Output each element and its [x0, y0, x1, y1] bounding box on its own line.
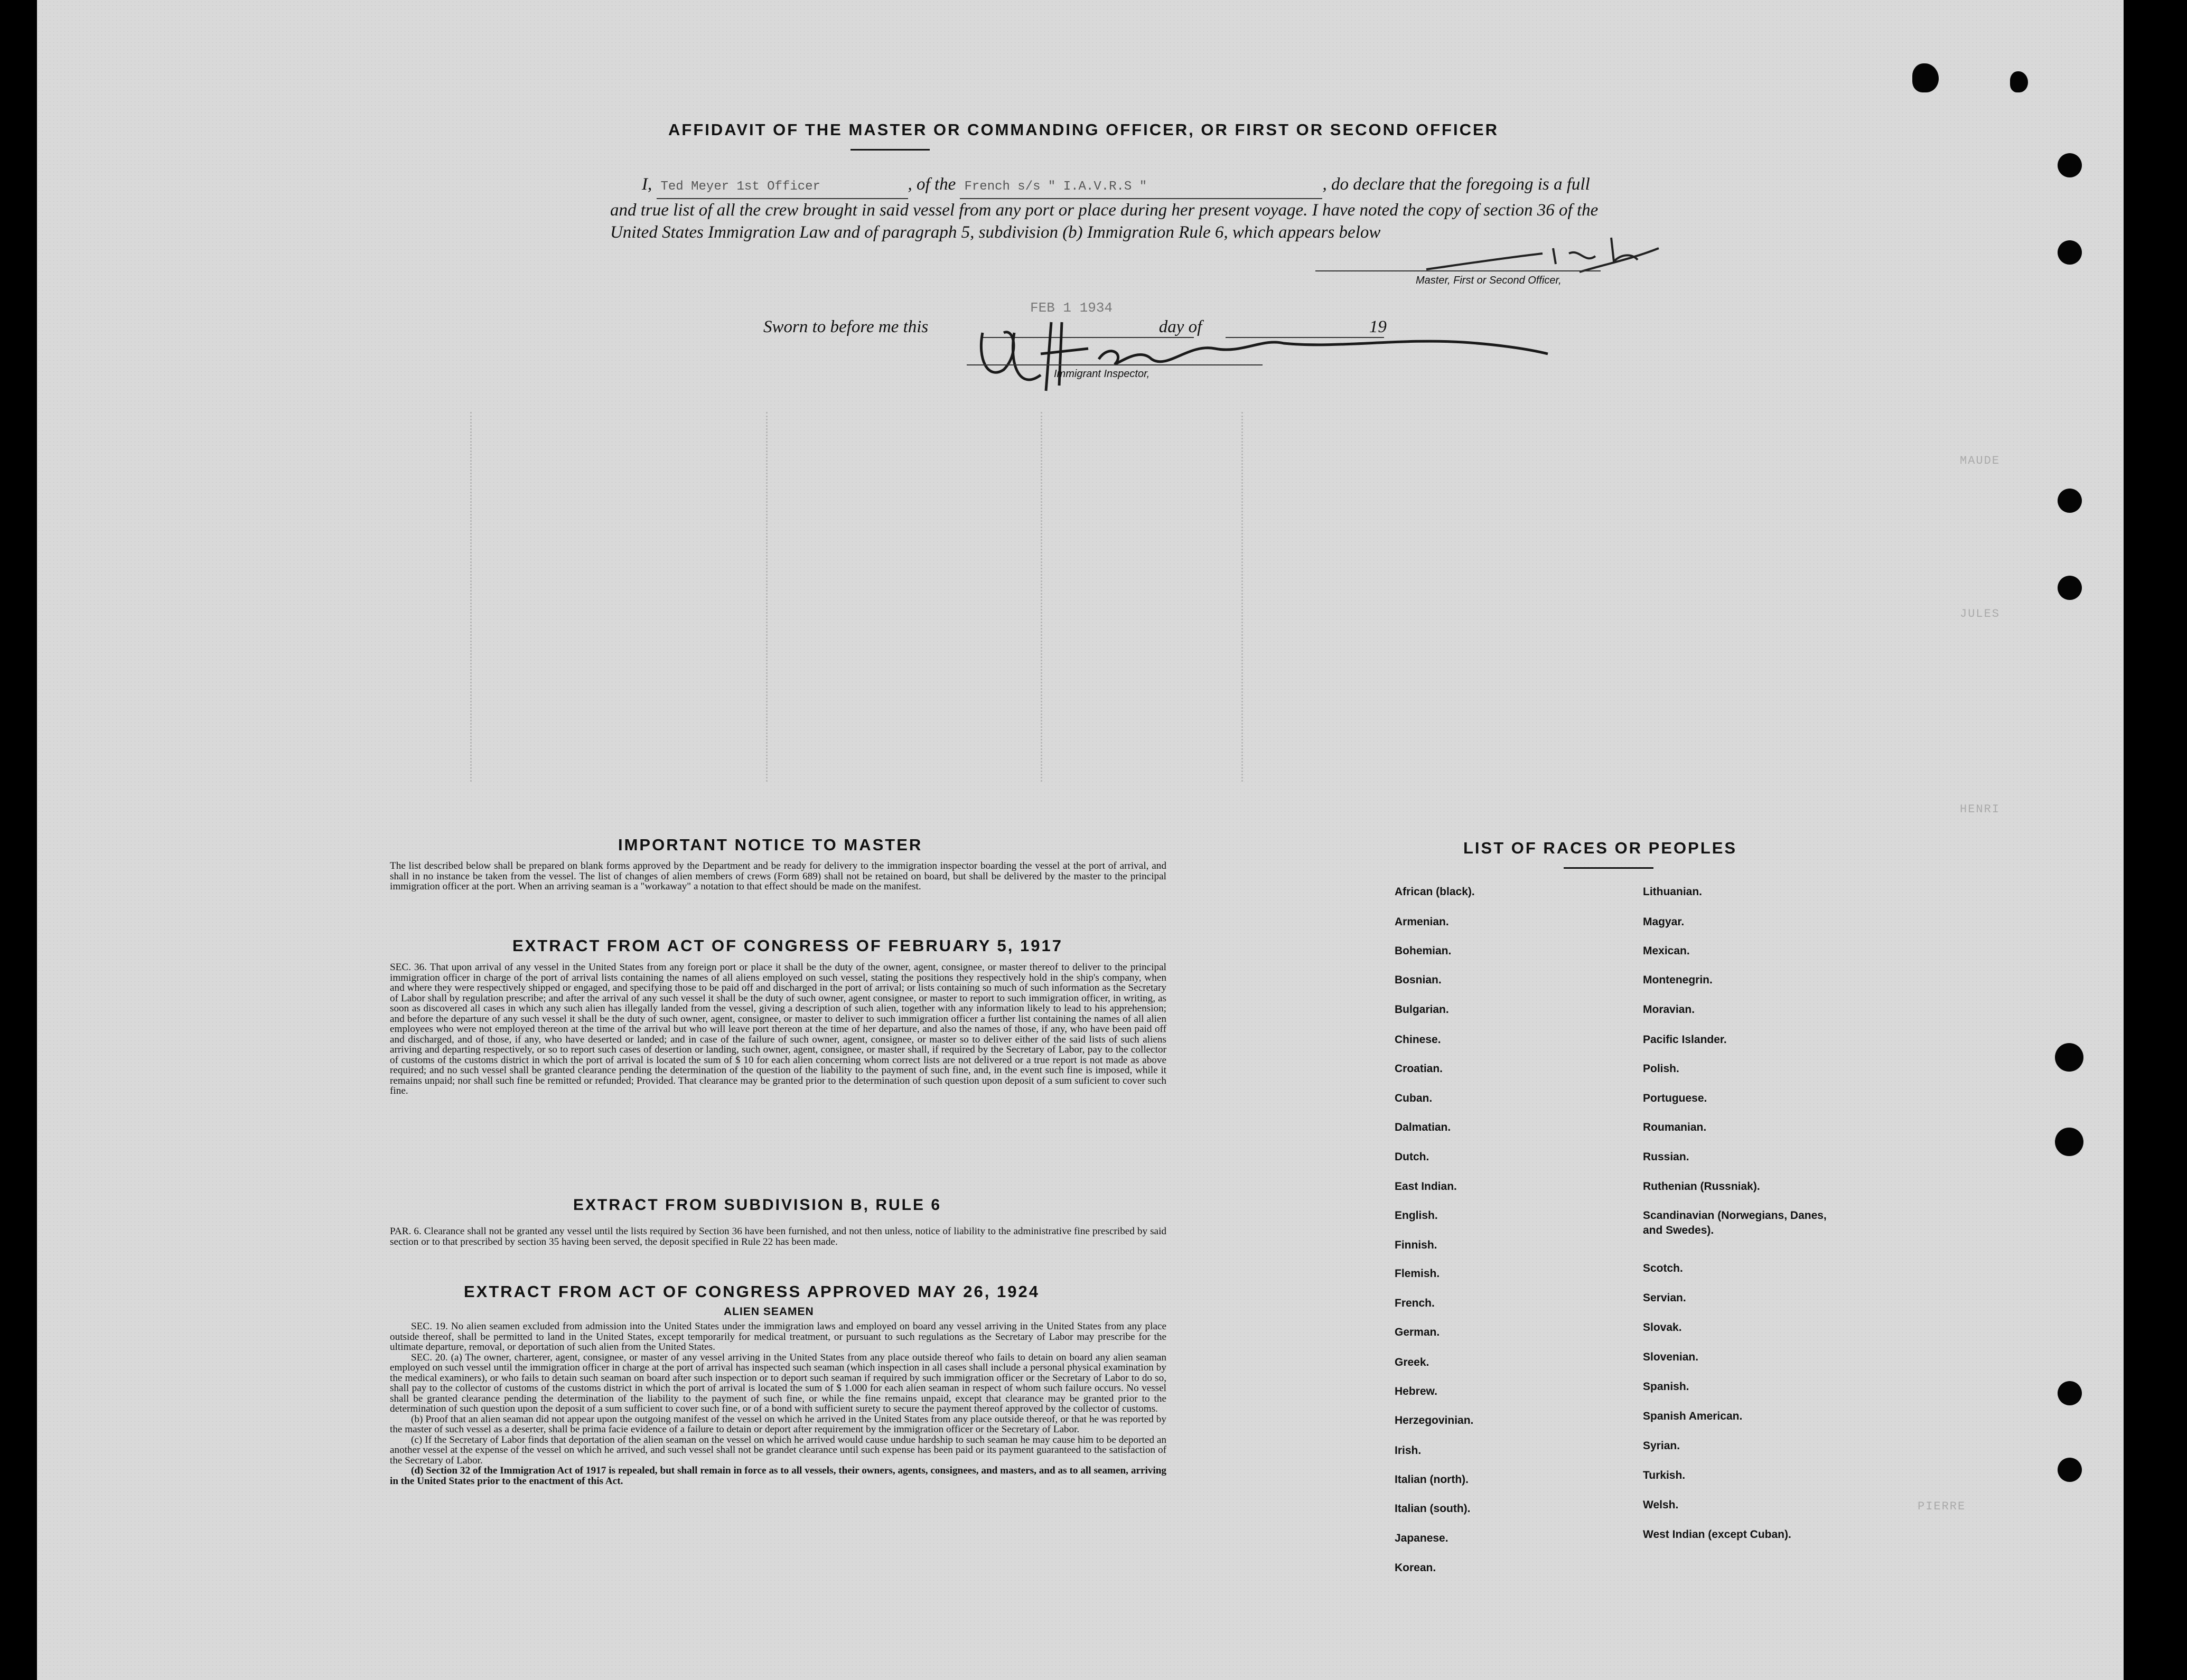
bleed-through-text: PIERRE: [1918, 1500, 1966, 1513]
race-item: Moravian.: [1643, 1003, 1695, 1016]
race-item: Russian.: [1643, 1151, 1689, 1163]
race-item: Herzegovinian.: [1395, 1414, 1474, 1426]
race-item: Scandinavian (Norwegians, Danes, and Swedes).: [1643, 1209, 1827, 1236]
affidavit-title: AFFIDAVIT OF THE MASTER OR COMMANDING OFFICER, OR FIRST OR SECOND OFFICER: [668, 120, 1499, 139]
master-signature: [1421, 232, 1664, 280]
race-item: Japanese.: [1395, 1532, 1448, 1544]
bleed-through-text: MAUDE: [1960, 454, 2001, 467]
race-item: Portuguese.: [1643, 1092, 1707, 1104]
extract-1917-body: SEC. 36. That upon arrival of any vessel in the United States from any foreign port or place it shall be the duty of the owner, agent, consignee, or master thereof to deliver to the principal immigration officer in charge of the port of arrival lists containing the names of all aliens employed on such vessel, stating the positions they respectively hold in the ship's company, when and where they were respectively shipped or engaged, and specifying those to be paid off and discharged in the port of arrival; or lists containing so much of such information as the Secretary of Labor shall by regulation prescribe; and after the arrival of any such vessel it shall be the duty of such owner, agent consignee, or master to report to such immigration officer, in writing, as soon as discovered all cases in which any such alien has illegally landed from the vessel, giving a description of such alien, together with any information likely to lead to his apprehension; and before the departure of any such vessel it shall be the duty of such owner, agent, consignee, or master to deliver to such immigration officer a further list containing the names of all alien employees who were not employed thereon at the time of the arrival but who will leave port thereon at the time of her departure, and also the names of those, if any, who have been paid off and discharged, and of those, if any, who have deserted or landed; and in case of the failure of such owner, agent, consignee, or master so to deliver either of the said lists of such aliens arriving and departing respectively, or so to report such cases of desertion or landing, such owner, agent, consignee, or master shall, if required by the Secretary of Labor, pay to the collector of customs of the customs district in which the port of arrival is located the sum of $ 10 for each alien concerning whom correct lists are not delivered or a true report is not made as above required; and no such vessel shall be granted clearance pending the determination of the question of the liability to the payment of such fine, and, in the event such fine is imposed, while it remains unpaid; nor shall such fine be remitted or refunded; Provided. That clearance may be granted prior to the determination of such question upon deposit of a sum suficient to cover such fine.: [390, 962, 1166, 1096]
race-item: Polish.: [1643, 1063, 1679, 1075]
race-item: Cuban.: [1395, 1092, 1433, 1104]
title-rule: [850, 149, 930, 151]
extract-1917-title: EXTRACT FROM ACT OF CONGRESS OF FEBRUARY 5, 1917: [512, 936, 1063, 955]
race-item: Finnish.: [1395, 1239, 1437, 1251]
officer-name-field: Ted Meyer 1st Officer: [657, 176, 908, 199]
race-item: Italian (north).: [1395, 1473, 1469, 1486]
extract-1924-title: EXTRACT FROM ACT OF CONGRESS APPROVED MAY 26, 1924: [464, 1282, 1040, 1301]
race-item: Spanish.: [1643, 1381, 1689, 1393]
race-item: Chinese.: [1395, 1034, 1441, 1046]
section-20a: SEC. 20. (a) The owner, charterer, agent, consignee, or master of any vessel arriving in the United States from any place outside thereof who fails to detain on board any alien seaman employed on such vessel until the immigration officer in charge at the port of arrival has inspected such seaman (which inspection in all cases shall include a personal physical examination by the medical examiners), or who fails to detain such seaman on board after such inspection or to deport such seaman if required by such immigration officer or the Secretary of Labor to do so, shall pay to the collector of customs of the customs district in which the port of arrival is located the sum of $ 1.000 for each alien seaman in respect of whom such failure occurs. No vessel shall be granted clearance pending the determination of the liability to the payment of such fine, or while the fine remains unpaid, except that clearance may be granted prior to the determination of such question upon the deposit of a sum sufficient to cover such fine, or of a bond with sufficient surety to secure the payment thereof approved by the collector of customs.: [390, 1351, 1166, 1414]
race-item: Hebrew.: [1395, 1385, 1437, 1397]
race-item: Dutch.: [1395, 1151, 1429, 1163]
section-20d: (d) Section 32 of the Immigration Act of 1917 is repealed, but shall remain in force as to all vessels, their owners, agents, consignees, and masters, and as to all seamen, arriving in the United States prior to the enactment of this Act.: [390, 1465, 1166, 1487]
punch-hole: [2055, 1043, 2083, 1072]
punch-hole: [2058, 153, 2082, 177]
bleed-through-dots: [1241, 412, 1245, 782]
race-item: Scotch.: [1643, 1262, 1683, 1274]
ink-blot: [2010, 71, 2028, 92]
race-item: Slovenian.: [1643, 1351, 1699, 1363]
race-item: Bohemian.: [1395, 945, 1452, 957]
race-item: Pacific Islander.: [1643, 1034, 1727, 1046]
extract-rule6-body: PAR. 6. Clearance shall not be granted any vessel until the lists required by Section 36 have been furnished, and not then unless, notice of liability to the administrative fine prescribed by said section or to that prescribed by section 35 having been served, the deposit specified in Rule 22 has been made.: [390, 1226, 1166, 1247]
race-item: Slovak.: [1643, 1321, 1682, 1334]
race-item: Greek.: [1395, 1356, 1429, 1368]
master-signature-line: [1315, 270, 1601, 271]
bleed-through-dots: [470, 412, 474, 782]
bleed-through-text: JULES: [1960, 607, 2001, 621]
master-signature-label: Master, First or Second Officer,: [1416, 275, 1562, 286]
bleed-through-text: HENRI: [1960, 803, 2001, 816]
race-item: Servian.: [1643, 1292, 1686, 1304]
race-item: Croatian.: [1395, 1063, 1443, 1075]
races-rule: [1564, 867, 1653, 869]
race-item: Montenegrin.: [1643, 974, 1713, 986]
race-item: Roumanian.: [1643, 1121, 1707, 1133]
race-item: Bulgarian.: [1395, 1003, 1449, 1016]
affidavit-declare: , do declare: [1322, 175, 1405, 194]
race-item: Korean.: [1395, 1562, 1436, 1574]
race-item: Armenian.: [1395, 916, 1449, 928]
punch-hole: [2058, 1381, 2082, 1405]
race-item: Mexican.: [1643, 945, 1690, 957]
race-item: Magyar.: [1643, 916, 1685, 928]
race-item: Spanish American.: [1643, 1410, 1743, 1422]
punch-hole: [2058, 576, 2082, 600]
race-item: Bosnian.: [1395, 974, 1442, 986]
race-item: Irish.: [1395, 1444, 1422, 1457]
day-of-text: day of: [1158, 317, 1202, 336]
punch-hole: [2058, 489, 2082, 513]
punch-hole: [2055, 1128, 2083, 1156]
inspector-label: Immigrant Inspector,: [1054, 368, 1150, 380]
race-item: Italian (south).: [1395, 1503, 1471, 1515]
race-item: Lithuanian.: [1643, 886, 1702, 898]
race-item: French.: [1395, 1297, 1435, 1309]
race-item: Syrian.: [1643, 1440, 1680, 1452]
race-item: Welsh.: [1643, 1499, 1679, 1511]
affidavit-i: I,: [642, 175, 652, 194]
race-item: German.: [1395, 1326, 1440, 1338]
extract-rule6-title: EXTRACT FROM SUBDIVISION B, RULE 6: [573, 1196, 942, 1214]
punch-hole: [2058, 240, 2082, 265]
affidavit-body: that the foregoing is a full and true list of all the crew brought in said vessel from any port or place during her present voyage. I have noted the copy of section 36 of the United States Immigration Law and of paragraph 5, subdivision (b) Immigration Rule 6, which appears below: [610, 175, 1599, 242]
inspector-signature-line: [967, 364, 1263, 365]
race-item: Ruthenian (Russniak).: [1643, 1180, 1760, 1193]
race-item: English.: [1395, 1209, 1438, 1222]
races-title: LIST OF RACES OR PEOPLES: [1463, 839, 1737, 857]
race-item: West Indian (except Cuban).: [1643, 1528, 1791, 1541]
race-item: Dalmatian.: [1395, 1121, 1451, 1133]
punch-hole: [2058, 1458, 2082, 1482]
bleed-through-dots: [1041, 412, 1044, 782]
extract-1924-body: [390, 1321, 1166, 1486]
race-item: Turkish.: [1643, 1469, 1686, 1481]
notice-body: The list described below shall be prepared on blank forms approved by the Department and be ready for delivery to the immigration inspector boarding the vessel at the port of arrival, and shall in no instance be taken from the vessel. The list of changes of alien members of crews (Form 689) shall not be retained on board, but shall be delivered by the master to the principal immigration officer at the port. When an arriving seaman is a "workaway" a notation to that effect should be made on the manifest.: [390, 860, 1166, 892]
vessel-name-field: French s/s " I.A.V.R.S ": [960, 176, 1322, 199]
race-item: Flemish.: [1395, 1268, 1440, 1280]
year-prefix: 19: [1369, 317, 1387, 336]
affidavit-of-the: , of the: [908, 175, 956, 194]
bleed-through-dots: [766, 412, 770, 782]
document-page: [37, 0, 2124, 1680]
section-19: SEC. 19. No alien seamen excluded from admission into the United States under the immigration laws and employed on board any vessel arriving in the United States from any place outside thereof, shall be permitted to land in the United States, except temporarily for medical treatment, or pursuant to such regulations as the Secretary of Labor may prescribe for the ultimate departure, removal, or deportation of such alien from the United States.: [390, 1321, 1166, 1353]
race-item: East Indian.: [1395, 1180, 1457, 1193]
ink-blot: [1912, 63, 1939, 92]
notice-title: IMPORTANT NOTICE TO MASTER: [618, 836, 923, 854]
sworn-text: Sworn to before me this: [763, 317, 929, 336]
section-20b: (b) Proof that an alien seaman did not appear upon the outgoing manifest of the vessel on which he arrived in the United States from any place outside thereof, or that he was reported by the master of such vessel as a deserter, shall be prima facie evidence of a failure to detain or deport after requirement by the immigration officer or the Secretary of Labor.: [390, 1413, 1166, 1435]
date-stamp: FEB 1 1934: [1030, 300, 1113, 316]
alien-seamen-subtitle: ALIEN SEAMEN: [724, 1306, 814, 1318]
race-item: African (black).: [1395, 886, 1475, 898]
inspector-signature: [967, 312, 1558, 401]
section-20c: (c) If the Secretary of Labor finds that deportation of the alien seaman on the vessel on which he arrived would cause undue hardship to such seaman he may cause him to be deported an another vessel at the expense of the vessel on which he arrived, and such vessel shall not be grandet clearance until such expense has been paid or its payment guaranteed to the satisfaction of the Secretary of Labor.: [390, 1434, 1166, 1466]
